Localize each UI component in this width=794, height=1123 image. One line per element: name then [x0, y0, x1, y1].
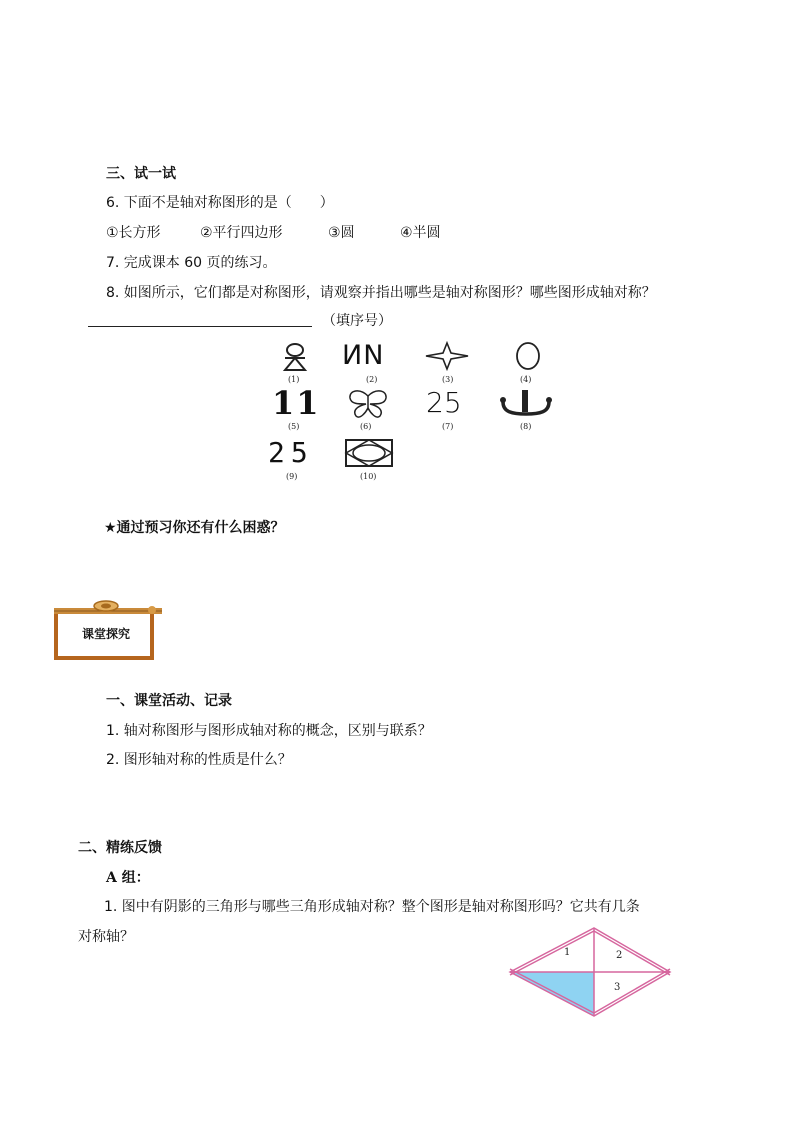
q6-option-3: ③圆 [328, 225, 355, 241]
diagram-label-2: 2 [616, 950, 623, 961]
q6-option-2: ②平行四边形 [200, 225, 283, 241]
figure-9-glyph: 25 [268, 436, 314, 469]
figure-5-glyph: 11 [272, 384, 321, 422]
figure-5-label: (5) [288, 422, 300, 431]
figure-3-star-icon [424, 341, 470, 371]
question-6: 6. 下面不是轴对称图形的是（ ） [106, 195, 334, 211]
practice-q1-line1: 1. 图中有阴影的三角形与哪些三角形成轴对称？整个图形是轴对称图形吗？它共有几条 [104, 899, 640, 915]
figure-6-label: (6) [360, 422, 372, 431]
figure-10-framed-eye-icon [344, 438, 394, 468]
group-a-label: A 组： [106, 870, 150, 886]
class-item-1: 1. 轴对称图形与图形成轴对称的概念，区别与联系？ [106, 723, 432, 739]
fill-hint: （填序号） [322, 313, 392, 329]
figure-7-glyph: 25 [426, 386, 462, 419]
figure-4-oval-icon [514, 340, 542, 372]
section-heading-try: 三、试一试 [106, 166, 176, 182]
figure-10-label: (10) [360, 472, 377, 481]
answer-blank [88, 326, 312, 327]
figure-2-glyph: ИN [342, 340, 385, 371]
figure-8-label: (8) [520, 422, 532, 431]
section-heading-class-activity: 一、课堂活动、记录 [106, 693, 232, 709]
figure-9-label: (9) [286, 472, 298, 481]
figure-8-anchor-icon [500, 388, 552, 420]
practice-q1-line2: 对称轴？ [78, 929, 134, 945]
figure-4-label: (4) [520, 375, 532, 384]
section-heading-practice: 二、精练反馈 [78, 840, 162, 856]
figure-3-label: (3) [442, 375, 454, 384]
figure-1-label: (1) [288, 375, 300, 384]
preview-question: ★通过预习你还有什么困惑？ [104, 520, 285, 536]
class-item-2: 2. 图形轴对称的性质是什么？ [106, 752, 292, 768]
diagram-label-3: 3 [614, 982, 621, 993]
figure-6-butterfly-icon [346, 388, 390, 420]
figure-1-icon [278, 342, 312, 372]
question-7: 7. 完成课本 60 页的练习。 [106, 255, 277, 271]
diagram-label-1: 1 [564, 947, 571, 958]
figure-7-label: (7) [442, 422, 454, 431]
banner-label: 课堂探究 [82, 627, 131, 641]
q6-option-1: ①长方形 [106, 225, 161, 241]
question-8: 8. 如图所示，它们都是对称图形，请观察并指出哪些是轴对称图形？哪些图形成轴对称？ [106, 285, 656, 301]
rhombus-diagram [506, 926, 674, 1022]
q6-option-4: ④半圆 [400, 225, 441, 241]
figure-2-label: (2) [366, 375, 378, 384]
